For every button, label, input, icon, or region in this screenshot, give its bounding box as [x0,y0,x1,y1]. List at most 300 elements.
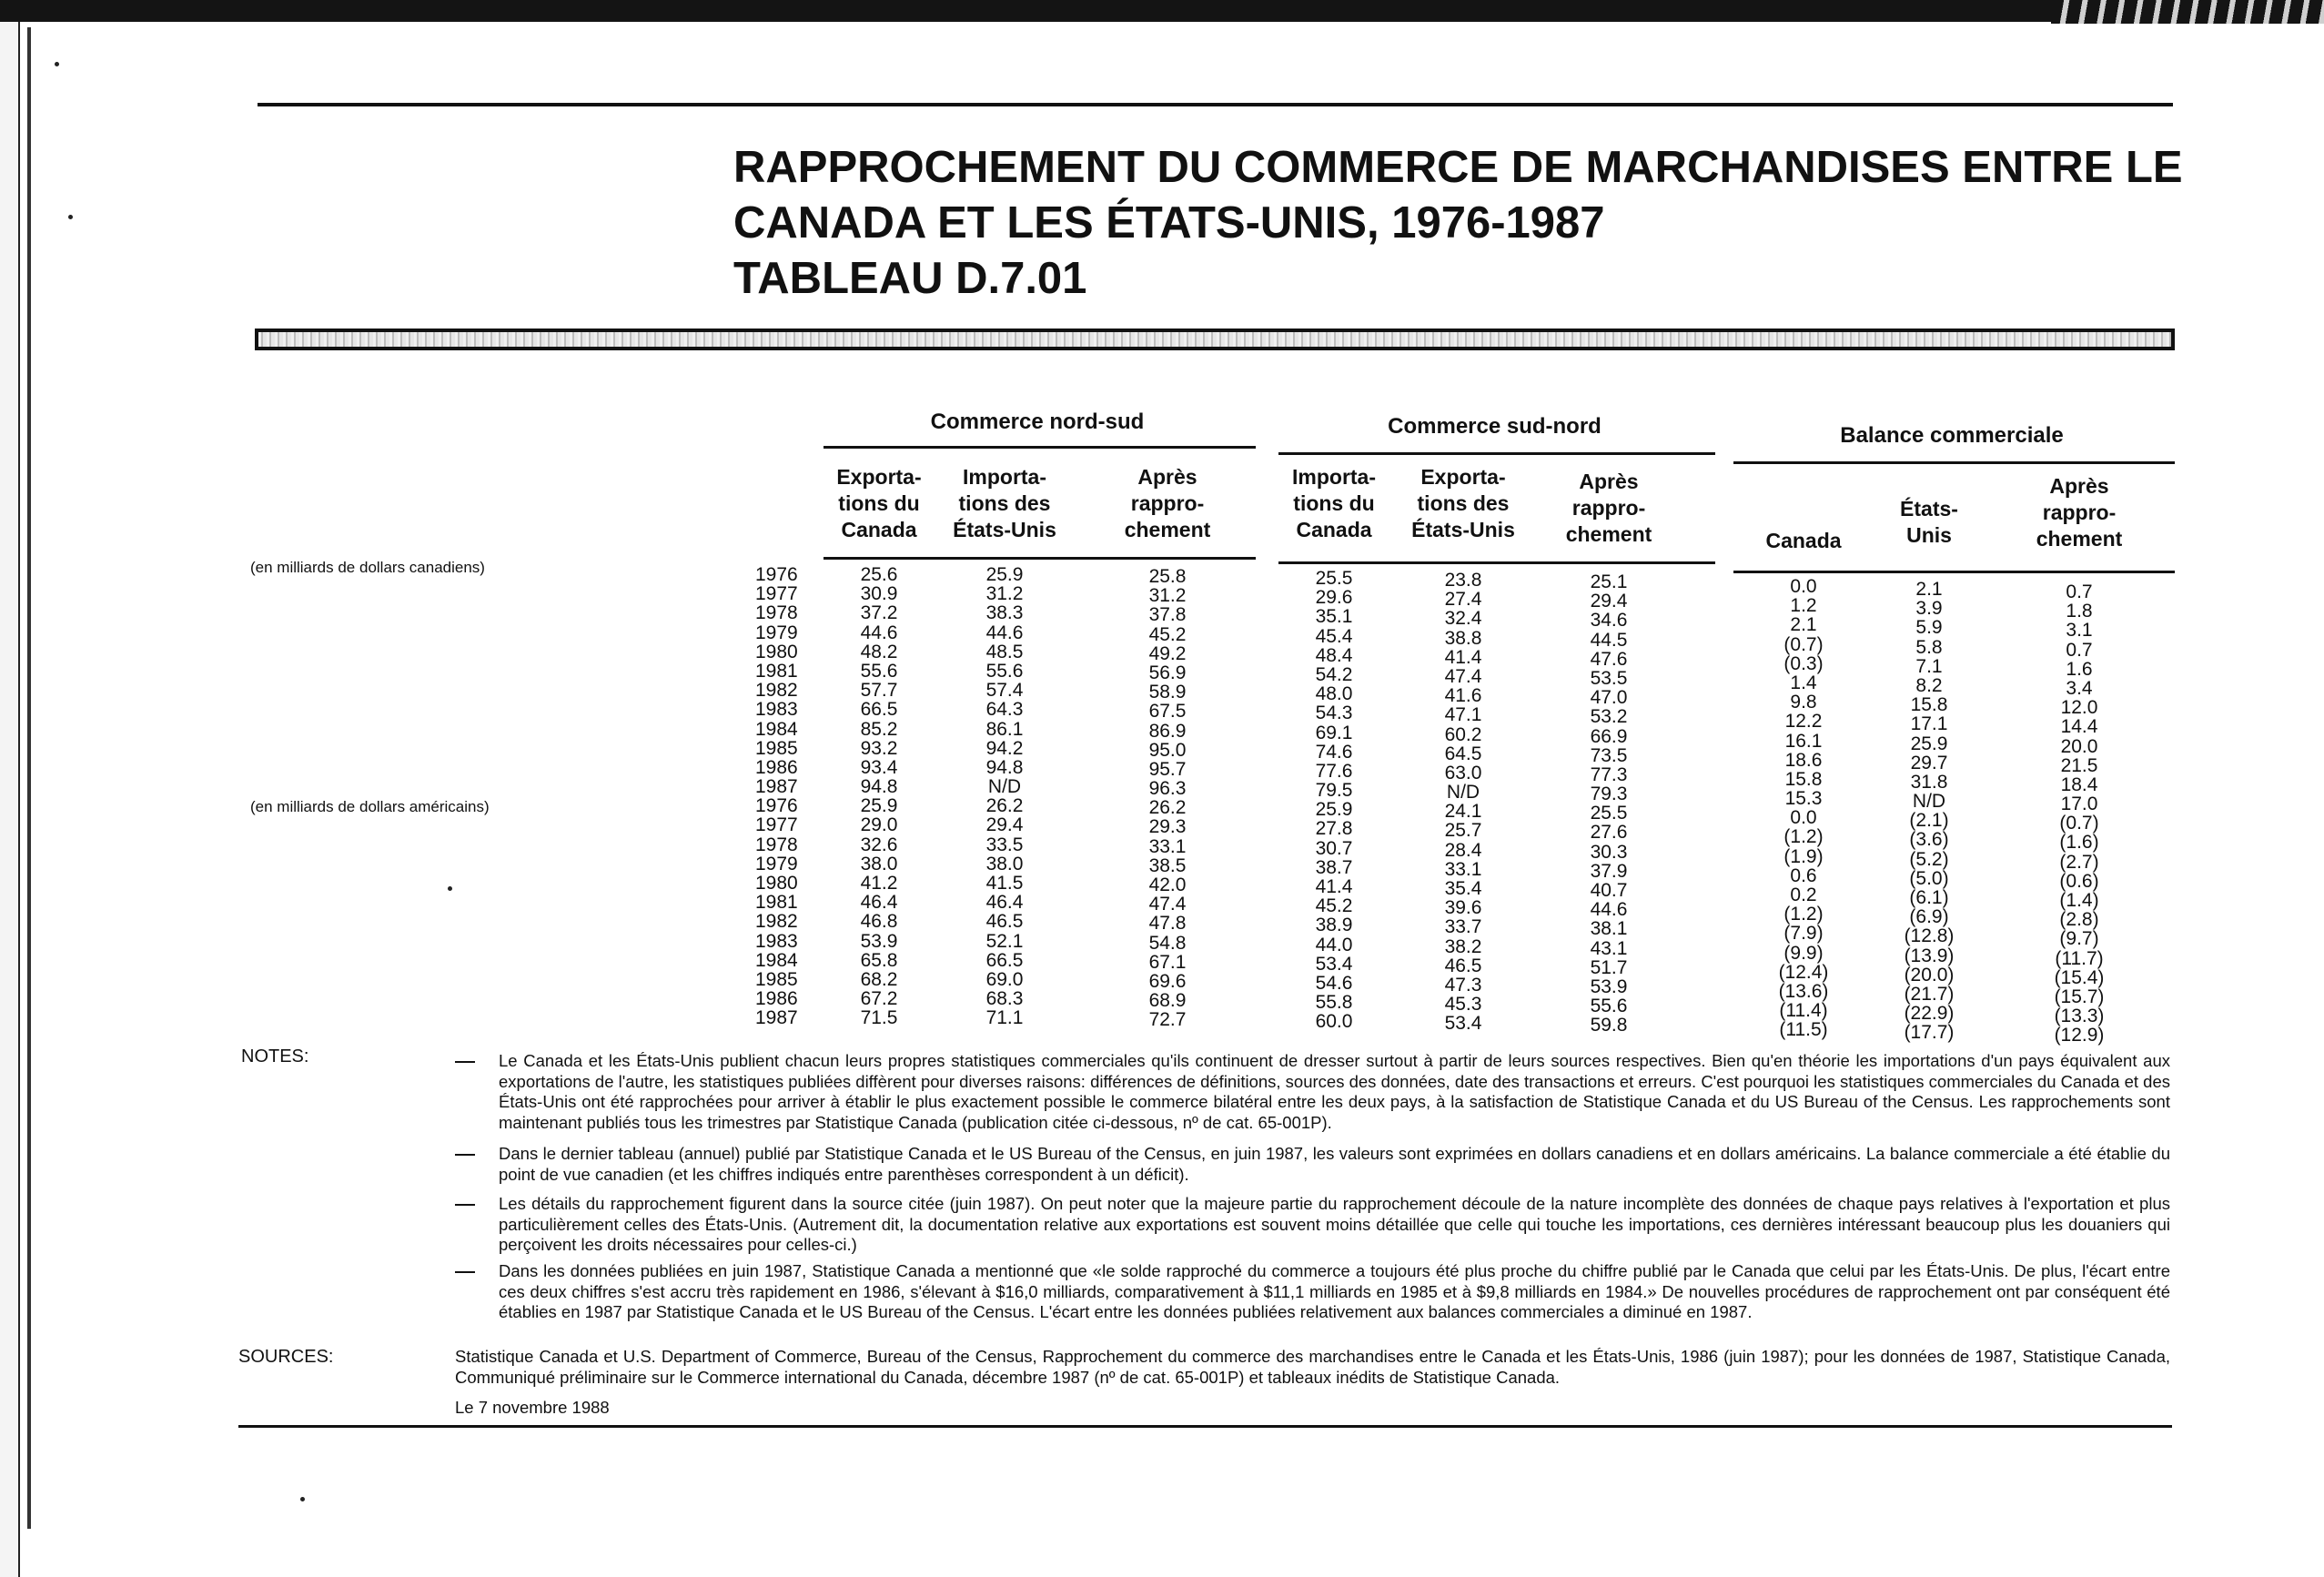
table-cell: 64.5 [1444,743,1482,764]
unit-label-cad: (en milliards de dollars canadiens) [250,559,485,576]
table-cell: (15.7) [2054,986,2105,1007]
table-cell: 27.4 [1444,589,1482,611]
table-cell: 33.5 [985,834,1024,855]
table-cell: 94.8 [985,756,1024,778]
table-cell: 25.8 [1148,566,1187,587]
title-underbar [255,329,2175,350]
table-cell: (2.7) [2059,851,2099,873]
table-cell: 14.4 [2060,716,2098,738]
table-cell: 41.2 [860,873,898,894]
table-cell: 44.6 [985,622,1024,643]
table-cell: 46.4 [985,892,1024,914]
group-header-north-south: Commerce nord-sud [930,409,1145,434]
table-cell: 67.5 [1148,701,1187,723]
year-cell: 1976 [755,564,798,585]
table-cell: (2.1) [1909,810,1949,832]
table-cell: 29.4 [985,814,1024,836]
sources-text: Statistique Canada et U.S. Department of Commerce, Bureau of the Census, Rapprochement du commerce des marchandises entre le Canada et les États-Unis, 1986 (juin 1987); pour les données de 1987, Statistique Canada, Communiqué préliminaire sur le Commerce international du Canada, décembre 1987 (nº de cat. 65-001P) et tableaux inédits de Statistique Canada. [455,1347,2170,1387]
table-cell: (13.6) [1778,980,1829,1002]
table-cell: (3.6) [1909,829,1949,851]
table-cell: 3.1 [2066,620,2093,642]
table-cell: 53.4 [1444,1013,1482,1035]
col-header-imports-us [936,464,1073,543]
table-cell: 38.3 [985,602,1024,624]
table-cell: N/D [1446,782,1480,804]
year-cell: 1986 [755,988,798,1010]
group-rule-north-south [824,446,1256,449]
table-cell: 20.0 [2060,735,2098,757]
table-cell: 54.6 [1315,972,1353,994]
table-cell: 46.8 [860,911,898,933]
col-header-line: rappro- [1130,491,1205,515]
table-cell: (21.7) [1904,983,1955,1005]
table-cell: 35.1 [1315,606,1353,628]
table-cell: 26.2 [1148,797,1187,819]
table-cell: 63.0 [1444,762,1482,783]
table-cell: N/D [987,776,1022,798]
year-cell: 1976 [755,795,798,817]
col-values-balance-us [1879,580,1979,1043]
year-cell: 1985 [755,968,798,990]
table-cell: (9.7) [2059,928,2099,950]
table-cell: 29.6 [1315,587,1353,609]
group-rule-balance [1733,461,2175,464]
header-rule-south-north [1278,561,1715,564]
table-cell: 21.5 [2060,754,2098,776]
table-cell: 31.2 [985,583,1024,605]
year-cell: 1981 [755,660,798,682]
col-values-reconciled-sn [1559,572,1659,1036]
col-header-exports-us [1395,464,1531,543]
scan-speck [300,1497,305,1501]
table-cell: 28.4 [1444,839,1482,861]
table-cell: 94.2 [985,737,1024,759]
table-cell: 16.1 [1784,730,1823,752]
table-cell: 0.0 [1790,807,1817,829]
table-cell: 1.2 [1790,595,1817,617]
table-cell: 37.9 [1590,860,1628,882]
table-cell: 73.5 [1590,744,1628,766]
table-cell: 72.7 [1148,1009,1187,1031]
col-header-balance-canada [1735,528,1872,554]
table-cell: 25.7 [1444,820,1482,842]
table-cell: 53.9 [1590,976,1628,997]
table-cell: 79.5 [1315,780,1353,802]
table-cell: 43.1 [1590,937,1628,959]
year-cell: 1979 [755,622,798,643]
table-cell: 1.6 [2066,658,2093,680]
table-cell: 27.8 [1315,818,1353,840]
group-header-balance: Balance commerciale [1840,423,2064,448]
table-cell: 54.8 [1148,932,1187,954]
scan-edge-top-right [2051,0,2324,24]
table-cell: 41.4 [1315,876,1353,897]
table-cell: 51.7 [1590,956,1628,978]
bottom-rule [238,1425,2172,1428]
sources-heading: SOURCES: [238,1347,334,1367]
table-cell: 3.4 [2066,677,2093,699]
col-header-line: rappro- [1571,496,1646,520]
table-cell: 5.8 [1915,636,1943,658]
table-cell: 44.6 [1590,899,1628,921]
table-cell: 77.6 [1315,760,1353,782]
table-cell: 2.1 [1790,614,1817,636]
table-cell: 47.1 [1444,704,1482,726]
table-cell: (1.6) [2059,832,2099,854]
table-cell: 18.4 [2060,773,2098,795]
table-cell: 44.5 [1590,629,1628,651]
table-cell: 57.4 [985,680,1024,702]
table-cell: 0.0 [1790,576,1817,597]
year-cell: 1983 [755,699,798,721]
table-cell: 52.1 [985,930,1024,952]
table-cell: 48.0 [1315,683,1353,705]
table-cell: (1.2) [1783,826,1824,848]
publication-date: Le 7 novembre 1988 [455,1398,610,1417]
table-cell: 48.4 [1315,644,1353,666]
table-cell: 15.8 [1910,694,1948,716]
table-cell: 7.1 [1915,655,1943,677]
table-cell: 1.4 [1790,672,1817,693]
table-cell: 44.6 [860,622,898,643]
table-cell: (2.8) [2059,909,2099,931]
table-cell: 69.1 [1315,722,1353,743]
table-cell: 0.7 [2066,639,2093,661]
table-cell: 66.9 [1590,725,1628,747]
table-cell: (5.2) [1909,848,1949,870]
table-cell: 96.3 [1148,778,1187,800]
table-cell: 47.4 [1444,665,1482,687]
col-header-line: tions du [1293,491,1375,515]
table-cell: 24.1 [1444,801,1482,823]
col-header-line: chement [1124,518,1211,541]
group-header-south-north: Commerce sud-nord [1388,414,1602,439]
scan-binding-edge [0,22,20,1577]
table-cell: 18.6 [1784,749,1823,771]
table-cell: 25.5 [1590,803,1628,824]
table-cell: 48.5 [985,641,1024,662]
year-cell: 1982 [755,911,798,933]
table-cell: 37.2 [860,602,898,624]
table-cell: 47.8 [1148,913,1187,935]
col-values-balance-reconciled [2029,582,2129,1046]
table-cell: 38.0 [985,853,1024,874]
table-cell: 37.8 [1148,604,1187,626]
table-cell: 54.3 [1315,703,1353,724]
table-cell: 0.6 [1790,864,1817,886]
col-values-imports-us [955,565,1055,1028]
table-cell: (9.9) [1783,942,1824,964]
col-header-line: tions des [958,491,1051,515]
table-cell: 67.1 [1148,951,1187,973]
table-cell: (12.4) [1778,961,1829,983]
col-header-line: Canada [1296,518,1372,541]
table-cell: 40.7 [1590,880,1628,901]
table-cell: 77.3 [1590,763,1628,785]
table-cell: (6.1) [1909,887,1949,908]
table-cell: 49.2 [1148,642,1187,664]
year-cell: 1982 [755,680,798,702]
table-cell: 58.9 [1148,682,1187,703]
col-values-imports-canada [1284,569,1384,1032]
table-cell: 25.9 [985,564,1024,585]
table-cell: 29.4 [1590,591,1628,612]
table-cell: 68.9 [1148,990,1187,1012]
title-line-1: RAPPROCHEMENT DU COMMERCE DE MARCHANDISES ENTRE LE [733,143,2183,192]
table-cell: (1.2) [1783,904,1824,925]
table-cell: 69.0 [985,968,1024,990]
table-cell: (5.0) [1909,867,1949,889]
table-cell: 95.7 [1148,758,1187,780]
note-1: Le Canada et les États-Unis publient chacun leurs propres statistiques commerciales qu'ils continuent de dresser surtout à partir de leurs sources respectives. Bien qu'en théorie les importations d'un pays équivalent aux exportations de l'autre, les statistiques publiées diffèrent pour diverses raisons: différences de définitions, sources des données, date des transactions et erreurs. C'est pourquoi les statistiques commerciales du Canada et des États-Unis ont été rapprochées pour arriver à établir le plus exactement possible le commerce bilatéral entre les deux pays, à la satisfaction de Statistique Canada et du US Bureau of the Census. Les rapprochements sont maintenant publiés tous les trimestres par Statistique Canada (publication citée ci-dessous, nº de cat. 65-001P). [499,1051,2170,1132]
header-rule-north-south [824,557,1256,560]
table-cell: 47.4 [1148,894,1187,915]
table-cell: (0.7) [1783,633,1824,655]
col-header-reconciled-sn [1541,469,1677,548]
table-cell: (0.3) [1783,652,1824,674]
table-cell: 66.5 [860,699,898,721]
col-header-balance-us [1861,496,1997,549]
table-cell: (1.9) [1783,845,1824,867]
table-cell: (17.7) [1904,1022,1955,1044]
table-cell: 67.2 [860,988,898,1010]
table-cell: 59.8 [1590,1015,1628,1036]
table-cell: (13.3) [2054,1006,2105,1027]
table-cell: 64.3 [985,699,1024,721]
table-cell: 53.4 [1315,953,1353,975]
table-cell: 47.3 [1444,974,1482,996]
table-cell: 9.8 [1790,692,1817,713]
table-cell: 29.3 [1148,816,1187,838]
table-cell: 44.0 [1315,934,1353,955]
table-cell: 53.5 [1590,667,1628,689]
note-dash [455,1154,475,1156]
table-cell: 93.2 [860,737,898,759]
year-cell: 1987 [755,776,798,798]
year-cell: 1983 [755,930,798,952]
table-cell: 38.1 [1590,918,1628,940]
table-cell: 85.2 [860,718,898,740]
table-cell: 68.2 [860,968,898,990]
table-cell: 74.6 [1315,741,1353,763]
table-cell: 46.5 [985,911,1024,933]
table-cell: 17.0 [2060,794,2098,815]
scan-edge-top [0,0,2324,22]
table-cell: 57.7 [860,680,898,702]
table-cell: 65.8 [860,949,898,971]
table-cell: 41.5 [985,873,1024,894]
col-values-reconciled-ns [1117,567,1218,1030]
table-cell: 15.3 [1784,788,1823,810]
note-2: Dans le dernier tableau (annuel) publié par Statistique Canada et le US Bureau of the Census, en juin 1987, les valeurs sont exprimées en dollars canadiens et en dollars américains. La balance commerciale a été établie du point de vue canadien (et les chiffres indiqués entre parenthèses correspondent à un déficit). [499,1144,2170,1184]
table-cell: 30.7 [1315,837,1353,859]
col-header-line: Importa- [1292,465,1376,489]
table-cell: 26.2 [985,795,1024,817]
group-rule-south-north [1278,452,1715,455]
table-cell: 94.8 [860,776,898,798]
year-cell: 1980 [755,873,798,894]
table-cell: 56.9 [1148,662,1187,683]
col-header-line: rappro- [2042,500,2117,524]
note-dash [455,1061,475,1063]
table-cell: 41.4 [1444,646,1482,668]
col-header-line: États-Unis [1411,518,1515,541]
year-cell: 1978 [755,834,798,855]
year-cell: 1985 [755,737,798,759]
table-cell: 0.7 [2066,581,2093,602]
table-cell: 71.5 [860,1007,898,1029]
year-cell: 1980 [755,641,798,662]
table-cell: 38.7 [1315,856,1353,878]
page-title [733,140,2183,307]
table-cell: (1.4) [2059,890,2099,911]
table-cell: 15.8 [1784,768,1823,790]
title-line-3: TABLEAU D.7.01 [733,254,1087,303]
col-header-line: tions des [1417,491,1510,515]
table-cell: (13.9) [1904,945,1955,966]
table-cell: 38.9 [1315,915,1353,936]
table-cell: 71.1 [985,1007,1024,1029]
unit-label-usd: (en milliards de dollars américains) [250,798,490,815]
year-cell: 1984 [755,949,798,971]
header-rule-balance [1733,571,2175,573]
table-cell: 55.6 [860,660,898,682]
col-header-imports-canada [1266,464,1402,543]
table-cell: 38.8 [1444,627,1482,649]
table-cell: 25.5 [1315,568,1353,589]
table-cell: 38.2 [1444,935,1482,957]
table-cell: 34.6 [1590,610,1628,632]
table-cell: 33.7 [1444,916,1482,938]
table-cell: (20.0) [1904,964,1955,986]
note-3: Les détails du rapprochement figurent dans la source citée (juin 1987). On peut noter que la majeure partie du rapprochement découle de la nature incomplète des données de chaque pays relatives à l'exportation et plus particulièrement celles des États-Unis. (Autrement dit, la documentation relative aux exportations est souvent moins détaillée que celle qui touche les importations, ces dernières intéressant beaucoup plus les douaniers qui perçoivent les droits nécessaires pour celles-ci.) [499,1194,2170,1254]
table-cell: (15.4) [2054,966,2105,988]
table-cell: 47.6 [1590,648,1628,670]
table-cell: (0.6) [2059,870,2099,892]
table-cell: 55.6 [1590,996,1628,1017]
year-cell: 1984 [755,718,798,740]
table-cell: 69.6 [1148,970,1187,992]
notes-heading: NOTES: [241,1046,309,1066]
title-line-2: CANADA ET LES ÉTATS-UNIS, 1976-1987 [733,198,1605,248]
table-cell: 46.4 [860,892,898,914]
table-cell: 25.9 [1315,799,1353,821]
col-header-line: Canada [841,518,917,541]
year-cell: 1977 [755,583,798,605]
table-cell: (11.7) [2055,947,2104,969]
year-column [755,565,798,1028]
note-dash [455,1271,475,1273]
table-cell: (0.7) [2059,813,2099,834]
table-cell: 68.3 [985,988,1024,1010]
col-values-balance-canada [1753,577,1854,1040]
col-header-line: tions du [838,491,920,515]
table-cell: 29.7 [1910,752,1948,773]
col-header-line: Après [1579,470,1639,493]
table-cell: 31.8 [1910,771,1948,793]
table-cell: 17.1 [1910,713,1948,735]
table-cell: 25.9 [1910,733,1948,754]
table-cell: 60.0 [1315,1011,1353,1033]
table-cell: (11.5) [1779,1019,1828,1041]
table-cell: 93.4 [860,756,898,778]
table-cell: 33.1 [1444,858,1482,880]
col-header-balance-reconciled [2011,473,2147,552]
table-cell: 39.6 [1444,897,1482,919]
table-cell: 38.0 [860,853,898,874]
table-cell: 12.2 [1784,711,1823,733]
table-cell: (6.9) [1909,906,1949,928]
table-cell: 79.3 [1590,783,1628,805]
col-header-line: États-Unis [953,518,1056,541]
table-cell: (11.4) [1779,1000,1828,1022]
table-cell: 48.2 [860,641,898,662]
year-cell: 1986 [755,756,798,778]
table-cell: 53.9 [860,930,898,952]
table-cell: 29.0 [860,814,898,836]
table-cell: (7.9) [1783,923,1824,945]
table-cell: 45.4 [1315,625,1353,647]
year-cell: 1981 [755,892,798,914]
table-cell: 25.9 [860,795,898,817]
scan-speck [55,62,59,66]
table-cell: (22.9) [1904,1003,1955,1025]
table-cell: 45.3 [1444,994,1482,1016]
scan-speck [448,886,452,891]
table-cell: 53.2 [1590,706,1628,728]
table-cell: (12.8) [1904,925,1955,947]
col-header-line: Unis [1906,523,1952,547]
table-cell: 38.5 [1148,854,1187,876]
col-values-exports-canada [829,565,929,1028]
table-cell: (12.9) [2054,1025,2105,1046]
table-cell: 55.6 [985,660,1024,682]
note-4: Dans les données publiées en juin 1987, Statistique Canada a mentionné que «le solde rapproché du commerce a toujours été plus proche du chiffre publié par le Canada que celui par les États-Unis. De plus, l'écart entre ces deux chiffres s'est accru très rapidement en 1986, s'élevant à $16,0 milliards, comparativement à $11,1 milliards en 1985 et à $9,8 milliards en 1984.» De nouvelles procédures de rapprochement ont par conséquent été établies en 1987 par Statistique Canada et le US Bureau of the Census. L'écart entre les données publiées relativement aux balances commerciales a diminué en 1987. [499,1261,2170,1321]
table-cell: 27.6 [1590,822,1628,844]
table-cell: 33.1 [1148,835,1187,857]
table-cell: 30.9 [860,583,898,605]
table-cell: 54.2 [1315,663,1353,685]
year-cell: 1977 [755,814,798,836]
scan-speck [68,215,73,219]
table-cell: 47.0 [1590,687,1628,709]
col-header-exports-canada [811,464,947,543]
col-header-reconciled-ns [1099,464,1236,543]
table-cell: 95.0 [1148,739,1187,761]
year-cell: 1979 [755,853,798,874]
table-cell: 0.2 [1790,885,1817,905]
table-cell: 1.8 [2066,601,2093,622]
table-cell: 25.6 [860,564,898,585]
col-header-line: Exporta- [1420,465,1506,489]
table-cell: 12.0 [2060,697,2098,719]
col-header-line: États- [1900,497,1958,521]
table-cell: 31.2 [1148,585,1187,607]
table-cell: 45.2 [1148,623,1187,645]
col-header-line: chement [2036,527,2123,551]
col-header-line: Après [2049,474,2109,498]
table-cell: 8.2 [1915,674,1943,696]
year-cell: 1987 [755,1007,798,1029]
table-cell: 5.9 [1915,617,1943,639]
table-cell: 23.8 [1444,570,1482,591]
year-cell: 1978 [755,602,798,624]
table-cell: 32.4 [1444,608,1482,630]
col-header-line: Canada [1765,529,1842,552]
table-cell: 66.5 [985,949,1024,971]
table-cell: 32.6 [860,834,898,855]
table-cell: 41.6 [1444,685,1482,707]
